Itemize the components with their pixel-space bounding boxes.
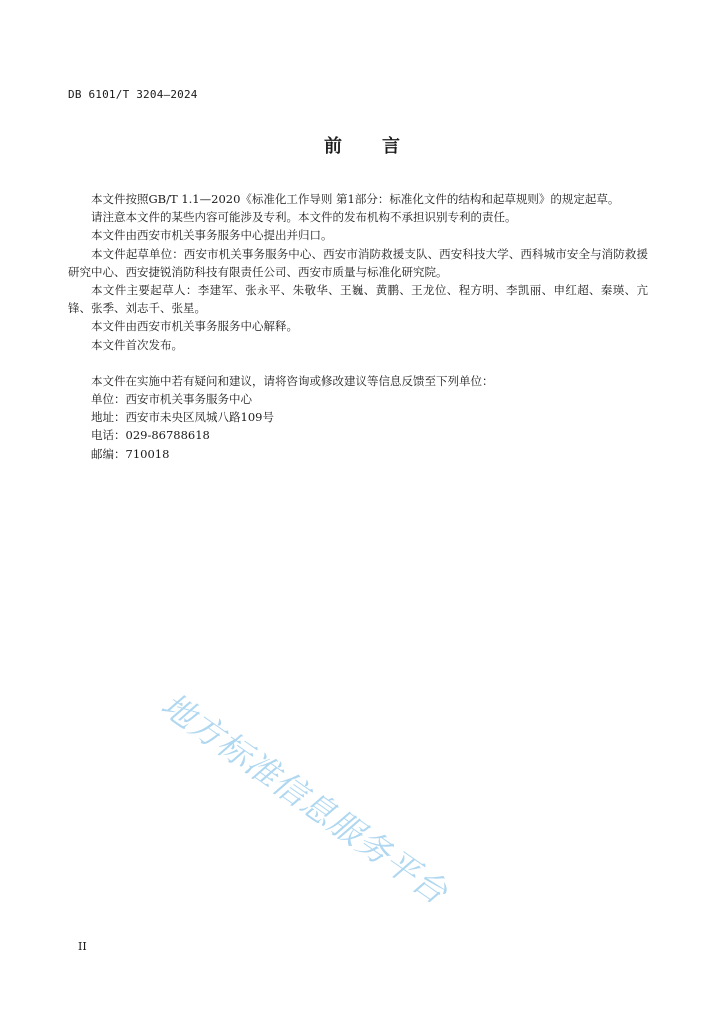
contact-address: 地址：西安市未央区凤城八路109号 [91, 410, 274, 425]
paragraph-drafting-rules: 本文件按照GB/T 1.1—2020《标准化工作导则 第1部分：标准化文件的结构和起草规则》的规定起草。 [91, 192, 620, 206]
paragraph-interpretation: 本文件由西安市机关事务服务中心解释。 [91, 319, 298, 334]
paragraph-drafting-units: 本文件起草单位：西安市机关事务服务中心、西安市消防救援支队、西安科技大学、西科城市安全与消防救援研究中心、西安捷锐消防科技有限责任公司、西安市质量与标准化研究院。 [68, 246, 648, 279]
page-title [0, 132, 724, 158]
contact-postcode: 邮编：710018 [91, 446, 170, 461]
contact-unit: 单位：西安市机关事务服务中心 [91, 392, 252, 407]
paragraph-first-release: 本文件首次发布。 [91, 337, 183, 352]
document-code: DB 6101/T 3204—2024 [68, 88, 198, 101]
watermark: 地方标准信息服务平台 [154, 684, 456, 912]
title-char-2: 言 [382, 136, 400, 157]
contact-intro: 本文件在实施中若有疑问和建议，请将咨询或修改建议等信息反馈至下列单位： [91, 373, 494, 388]
title-char-1: 前 [324, 136, 342, 157]
section-gap [68, 354, 648, 372]
paragraph-drafters: 本文件主要起草人：李建军、张永平、朱敬华、王巍、黄鹏、王龙位、程方明、李凯丽、申红超、秦瑛、亢锋、张季、刘志千、张星。 [68, 283, 648, 316]
contact-phone: 电话：029-86788618 [91, 428, 210, 443]
paragraph-proposer: 本文件由西安市机关事务服务中心提出并归口。 [91, 228, 333, 243]
page-number: II [78, 940, 87, 953]
paragraph-patent-notice: 请注意本文件的某些内容可能涉及专利。本文件的发布机构不承担识别专利的责任。 [91, 210, 517, 225]
foreword-body [68, 190, 648, 463]
